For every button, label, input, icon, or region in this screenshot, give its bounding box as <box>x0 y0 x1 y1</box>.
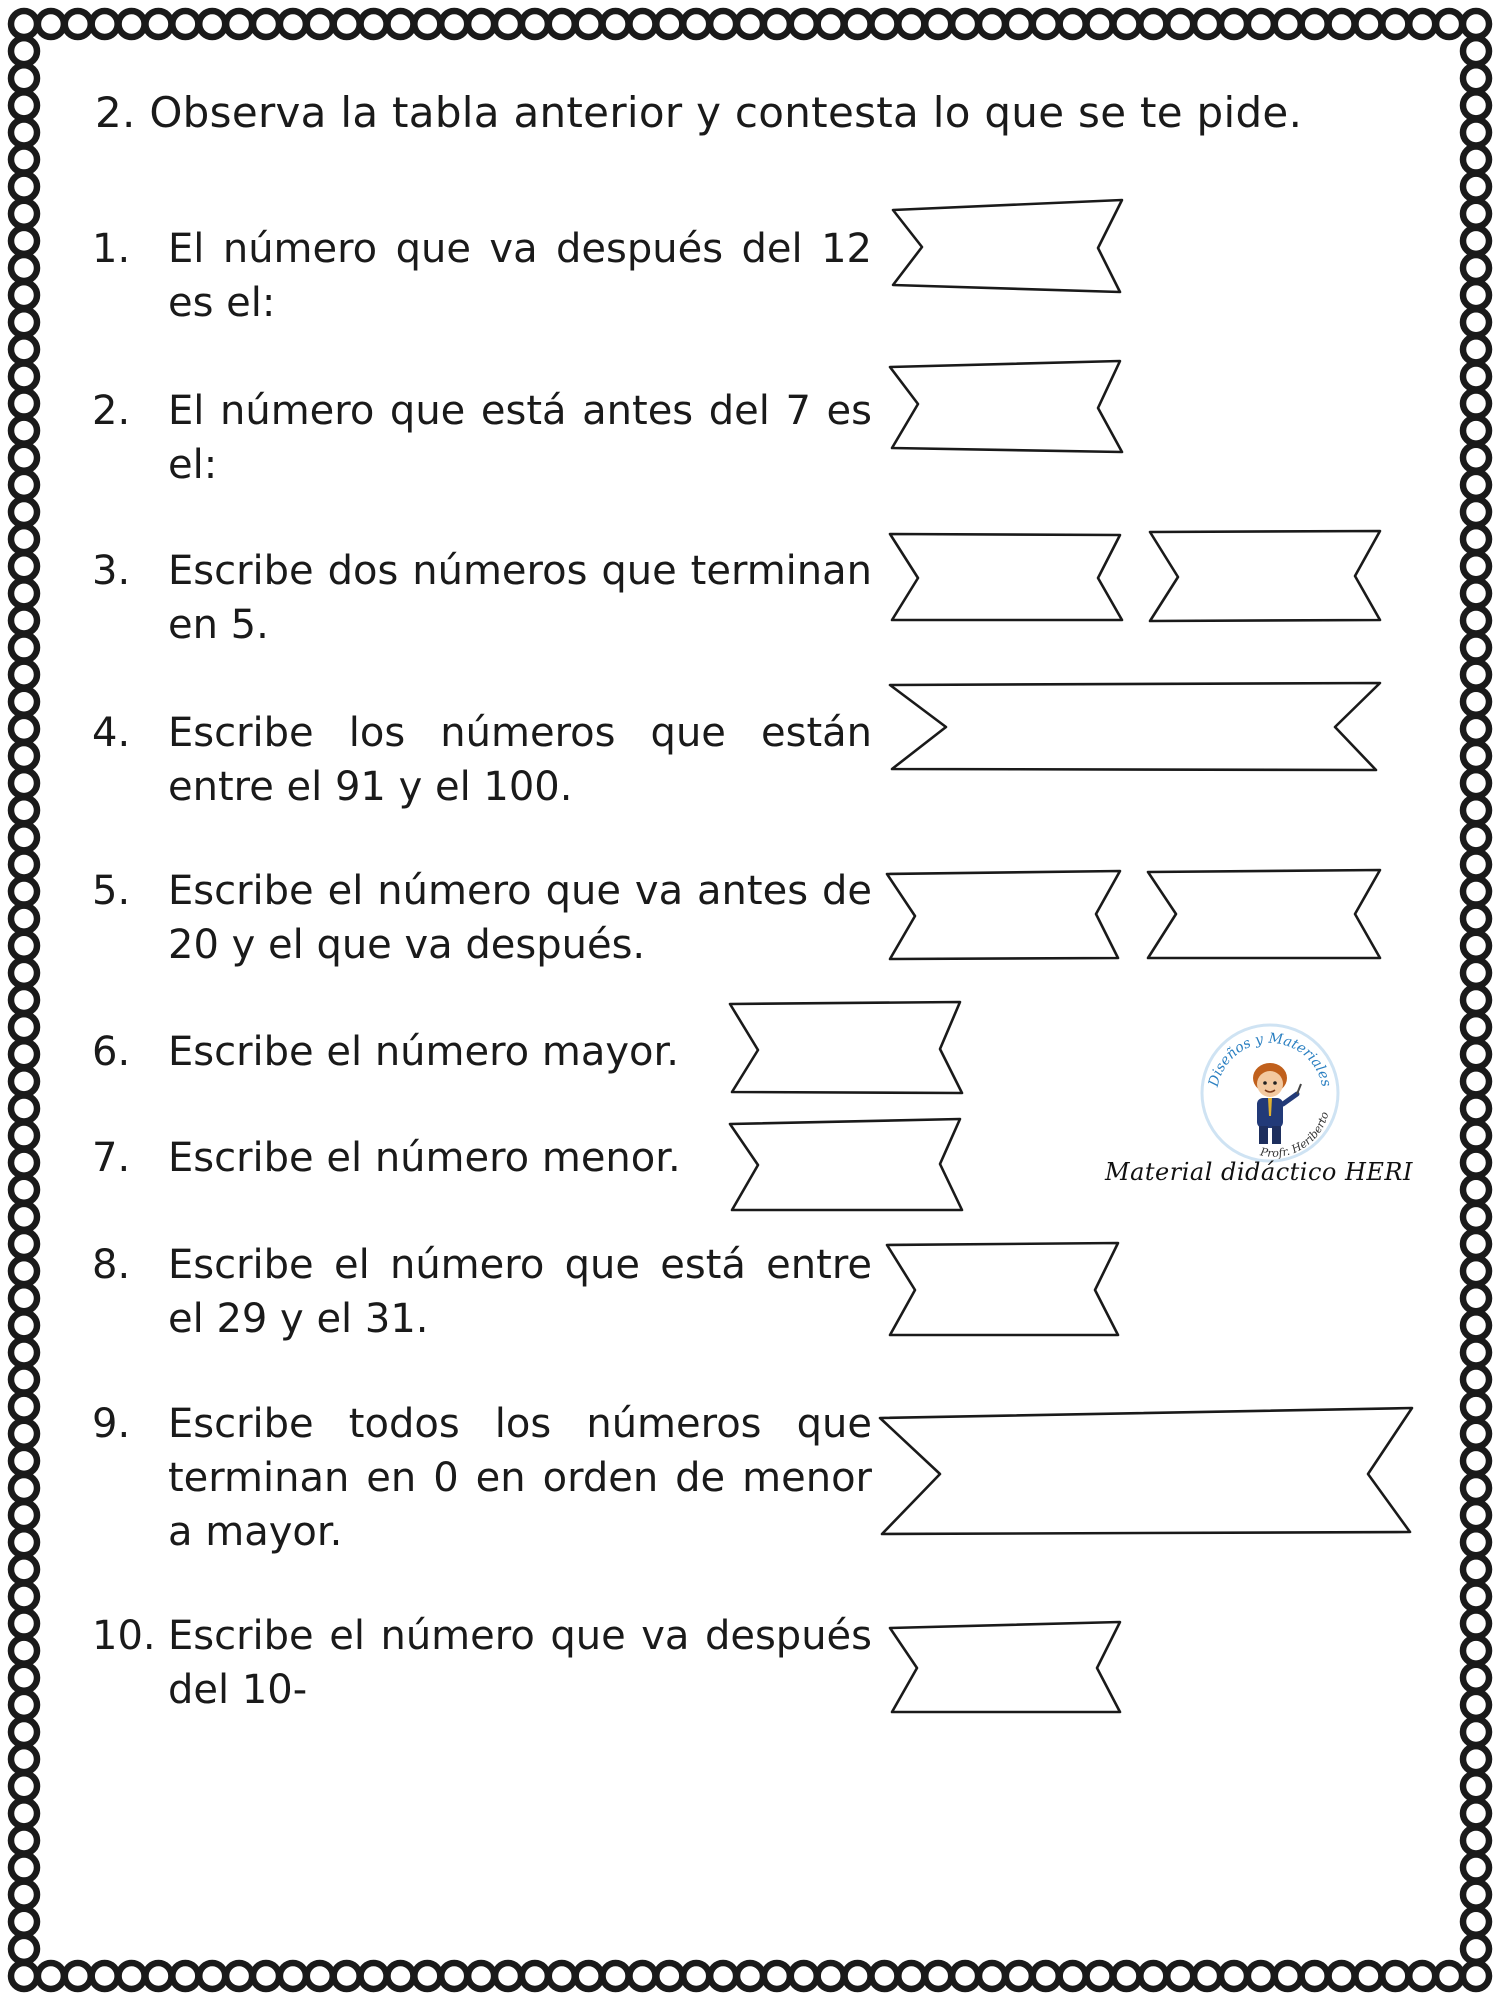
border-ring <box>1060 1963 1086 1989</box>
border-ring <box>11 38 37 64</box>
border-ring <box>1463 743 1489 769</box>
border-ring <box>1463 1719 1489 1745</box>
border-ring <box>1463 960 1489 986</box>
border-ring <box>710 1963 736 1989</box>
border-ring <box>1329 11 1355 37</box>
border-ring <box>468 1963 494 1989</box>
border-ring <box>11 1231 37 1257</box>
border-ring <box>11 1909 37 1935</box>
border-ring <box>11 65 37 91</box>
border-ring <box>1382 11 1408 37</box>
border-ring <box>952 11 978 37</box>
border-ring <box>845 1963 871 1989</box>
border-ring <box>1409 1963 1435 1989</box>
question-number: 2. <box>92 388 131 434</box>
border-ring <box>1463 11 1489 37</box>
border-ring <box>1463 1123 1489 1149</box>
border-ring <box>11 662 37 688</box>
border-ring <box>119 11 145 37</box>
border-ring <box>549 11 575 37</box>
border-ring <box>11 1746 37 1772</box>
border-ring <box>1463 1367 1489 1393</box>
border-ring <box>871 1963 897 1989</box>
border-ring <box>1463 282 1489 308</box>
border-ring <box>11 1475 37 1501</box>
border-ring <box>1463 65 1489 91</box>
border-ring <box>1463 174 1489 200</box>
border-ring <box>818 1963 844 1989</box>
border-ring <box>1087 1963 1113 1989</box>
border-ring <box>253 1963 279 1989</box>
question-number: 7. <box>92 1135 131 1181</box>
answer-box-q5-b[interactable] <box>1148 870 1380 958</box>
border-ring <box>1463 906 1489 932</box>
border-ring <box>495 11 521 37</box>
border-ring <box>145 11 171 37</box>
border-ring <box>11 1963 37 1989</box>
border-ring <box>710 11 736 37</box>
border-ring <box>925 11 951 37</box>
border-ring <box>925 1963 951 1989</box>
question-text: El número que va después del 12 es el: <box>168 226 872 326</box>
border-ring <box>1463 1529 1489 1555</box>
border-ring <box>1463 418 1489 444</box>
border-ring <box>11 607 37 633</box>
border-ring <box>11 1827 37 1853</box>
border-ring <box>11 174 37 200</box>
border-ring <box>522 11 548 37</box>
border-ring <box>1463 391 1489 417</box>
border-ring <box>65 11 91 37</box>
border-ring <box>11 282 37 308</box>
teacher-face <box>1257 1071 1283 1097</box>
border-ring <box>1463 1611 1489 1637</box>
border-ring <box>1436 11 1462 37</box>
border-ring <box>1329 1963 1355 1989</box>
border-ring <box>334 1963 360 1989</box>
border-ring <box>952 1963 978 1989</box>
border-ring <box>11 1502 37 1528</box>
border-ring <box>1355 11 1381 37</box>
border-ring <box>1463 1014 1489 1040</box>
question-number: 8. <box>92 1242 131 1288</box>
border-ring <box>1463 38 1489 64</box>
border-ring <box>1463 363 1489 389</box>
border-ring <box>1463 1394 1489 1420</box>
border-ring <box>11 119 37 145</box>
border-ring <box>11 1394 37 1420</box>
border-ring <box>387 1963 413 1989</box>
border-ring <box>11 1936 37 1962</box>
border-ring <box>1463 987 1489 1013</box>
border-ring <box>280 1963 306 1989</box>
border-ring <box>1463 879 1489 905</box>
border-ring <box>1463 1963 1489 1989</box>
answer-box-q3-b[interactable] <box>1150 531 1380 621</box>
border-ring <box>1060 11 1086 37</box>
answer-box-q10[interactable] <box>890 1622 1120 1712</box>
border-ring <box>92 11 118 37</box>
border-ring <box>11 418 37 444</box>
border-ring <box>11 580 37 606</box>
border-ring <box>441 1963 467 1989</box>
border-ring <box>11 363 37 389</box>
border-ring <box>737 11 763 37</box>
border-ring <box>1463 1827 1489 1853</box>
border-ring <box>172 11 198 37</box>
border-ring <box>603 11 629 37</box>
answer-box-q1[interactable] <box>893 200 1122 292</box>
border-ring <box>11 445 37 471</box>
border-ring <box>764 11 790 37</box>
border-ring <box>414 1963 440 1989</box>
border-ring <box>11 1583 37 1609</box>
border-ring <box>1275 11 1301 37</box>
border-ring <box>1167 1963 1193 1989</box>
border-ring <box>656 11 682 37</box>
border-ring <box>361 1963 387 1989</box>
answer-box-q9[interactable] <box>880 1408 1412 1534</box>
border-ring <box>845 11 871 37</box>
border-ring <box>764 1963 790 1989</box>
border-ring <box>11 1068 37 1094</box>
border-ring <box>11 1312 37 1338</box>
border-ring <box>1463 1177 1489 1203</box>
border-ring <box>11 1258 37 1284</box>
border-ring <box>1463 1800 1489 1826</box>
border-ring <box>280 11 306 37</box>
border-ring <box>1463 1746 1489 1772</box>
border-ring <box>1382 1963 1408 1989</box>
border-ring <box>1463 635 1489 661</box>
border-ring <box>1463 716 1489 742</box>
border-ring <box>1463 797 1489 823</box>
border-ring <box>11 336 37 362</box>
border-ring <box>1463 1882 1489 1908</box>
border-ring <box>1463 201 1489 227</box>
border-ring <box>11 1638 37 1664</box>
question-text: Escribe los números que están entre el 91 y el 100. <box>168 710 872 810</box>
border-ring <box>1221 1963 1247 1989</box>
border-ring <box>11 1773 37 1799</box>
border-ring <box>11 553 37 579</box>
border-ring <box>199 11 225 37</box>
border-ring <box>11 1421 37 1447</box>
border-ring <box>441 11 467 37</box>
border-ring <box>1463 1936 1489 1962</box>
border-ring <box>361 11 387 37</box>
border-ring <box>11 770 37 796</box>
question-number: 1. <box>92 226 131 272</box>
border-ring <box>1463 1773 1489 1799</box>
border-ring <box>11 92 37 118</box>
border-ring <box>1463 119 1489 145</box>
border-ring <box>1248 11 1274 37</box>
border-ring <box>1463 770 1489 796</box>
border-ring <box>1194 11 1220 37</box>
border-ring <box>11 1800 37 1826</box>
border-ring <box>1221 11 1247 37</box>
border-ring <box>1302 1963 1328 1989</box>
border-ring <box>629 1963 655 1989</box>
border-ring <box>172 1963 198 1989</box>
border-ring <box>11 1692 37 1718</box>
border-ring <box>1463 255 1489 281</box>
border-ring <box>11 635 37 661</box>
answer-box-q3-a[interactable] <box>890 534 1122 620</box>
border-ring <box>11 11 37 37</box>
border-ring <box>11 391 37 417</box>
question-text: Escribe el número menor. <box>168 1135 681 1181</box>
border-ring <box>1463 1665 1489 1691</box>
border-ring <box>629 11 655 37</box>
border-ring <box>38 11 64 37</box>
border-ring <box>737 1963 763 1989</box>
border-ring <box>11 1611 37 1637</box>
border-ring <box>1463 1095 1489 1121</box>
border-ring <box>1463 309 1489 335</box>
border-ring <box>1140 1963 1166 1989</box>
border-ring <box>1463 1583 1489 1609</box>
question-number: 9. <box>92 1401 131 1447</box>
border-ring <box>1463 445 1489 471</box>
border-ring <box>1140 11 1166 37</box>
border-ring <box>11 1285 37 1311</box>
border-ring <box>11 960 37 986</box>
question-1 <box>92 222 872 330</box>
border-ring <box>11 743 37 769</box>
border-ring <box>92 1963 118 1989</box>
border-ring <box>11 933 37 959</box>
logo-arc-text: Diseños y Materiales <box>1205 1030 1335 1089</box>
border-ring <box>1463 607 1489 633</box>
border-ring <box>1463 499 1489 525</box>
border-ring <box>1006 1963 1032 1989</box>
border-ring <box>979 1963 1005 1989</box>
border-ring <box>11 851 37 877</box>
border-ring <box>65 1963 91 1989</box>
publisher-logo <box>1195 1018 1345 1168</box>
border-ring <box>199 1963 225 1989</box>
border-ring <box>683 11 709 37</box>
border-ring <box>11 309 37 335</box>
question-text: Escribe el número que va antes de 20 y el que va después. <box>168 868 872 968</box>
border-ring <box>11 1882 37 1908</box>
question-8 <box>92 1238 872 1346</box>
border-ring <box>1436 1963 1462 1989</box>
border-ring <box>1463 1638 1489 1664</box>
border-ring <box>11 906 37 932</box>
border-ring <box>898 11 924 37</box>
question-2 <box>92 384 872 492</box>
border-ring <box>1463 526 1489 552</box>
border-ring <box>1463 689 1489 715</box>
border-ring <box>226 1963 252 1989</box>
question-3 <box>92 544 872 652</box>
border-ring <box>11 716 37 742</box>
border-ring <box>11 1150 37 1176</box>
border-ring <box>119 1963 145 1989</box>
border-ring <box>1463 1204 1489 1230</box>
border-ring <box>11 797 37 823</box>
border-ring <box>11 1665 37 1691</box>
border-ring <box>898 1963 924 1989</box>
border-ring <box>791 1963 817 1989</box>
question-text: Escribe el número que está entre el 29 y el 31. <box>168 1242 872 1342</box>
border-ring <box>1463 1502 1489 1528</box>
border-ring <box>576 11 602 37</box>
border-ring <box>11 228 37 254</box>
border-ring <box>253 11 279 37</box>
border-ring <box>1463 1855 1489 1881</box>
border-ring <box>1409 11 1435 37</box>
border-ring <box>1194 1963 1220 1989</box>
border-ring <box>1275 1963 1301 1989</box>
border-ring <box>1463 1692 1489 1718</box>
question-text: Escribe el número que va después del 10- <box>168 1613 872 1713</box>
logo-caption: Material didáctico HERI <box>1105 1158 1413 1186</box>
border-ring <box>11 1123 37 1149</box>
border-ring <box>11 201 37 227</box>
border-ring <box>1463 1312 1489 1338</box>
border-ring <box>11 1095 37 1121</box>
border-ring <box>1463 1231 1489 1257</box>
border-ring <box>1463 1475 1489 1501</box>
border-ring <box>11 255 37 281</box>
answer-box-q2[interactable] <box>890 361 1122 452</box>
question-number: 5. <box>92 868 131 914</box>
border-ring <box>11 879 37 905</box>
question-9 <box>92 1397 872 1559</box>
border-ring <box>1463 1909 1489 1935</box>
border-ring <box>414 11 440 37</box>
border-ring <box>522 1963 548 1989</box>
border-ring <box>979 11 1005 37</box>
border-ring <box>334 11 360 37</box>
border-ring <box>1463 933 1489 959</box>
border-ring <box>11 824 37 850</box>
border-ring <box>468 11 494 37</box>
question-number: 4. <box>92 710 131 756</box>
border-ring <box>11 689 37 715</box>
question-4 <box>92 706 872 814</box>
border-ring <box>1463 472 1489 498</box>
answer-box-q8[interactable] <box>887 1243 1118 1335</box>
border-ring <box>791 11 817 37</box>
border-ring <box>11 1014 37 1040</box>
border-ring <box>1113 11 1139 37</box>
border-ring <box>1463 1421 1489 1447</box>
page-heading: 2. Observa la tabla anterior y contesta lo que se te pide. <box>95 88 1303 137</box>
question-text: El número que está antes del 7 es el: <box>168 388 872 488</box>
border-ring <box>1087 11 1113 37</box>
border-ring <box>1463 580 1489 606</box>
answer-box-q5-a[interactable] <box>887 871 1120 959</box>
border-ring <box>11 1855 37 1881</box>
question-5 <box>92 864 872 972</box>
border-ring <box>11 499 37 525</box>
border-ring <box>387 11 413 37</box>
border-ring <box>1463 1041 1489 1067</box>
question-number: 6. <box>92 1029 131 1075</box>
border-ring <box>1113 1963 1139 1989</box>
border-ring <box>1463 147 1489 173</box>
border-ring <box>603 1963 629 1989</box>
border-ring <box>1463 92 1489 118</box>
border-ring <box>11 987 37 1013</box>
answer-box-q4[interactable] <box>890 683 1380 770</box>
answer-box-q6[interactable] <box>730 1002 962 1093</box>
border-ring <box>38 1963 64 1989</box>
border-ring <box>1463 553 1489 579</box>
border-ring <box>11 1041 37 1067</box>
border-ring <box>226 11 252 37</box>
border-ring <box>1463 824 1489 850</box>
border-ring <box>307 11 333 37</box>
border-ring <box>495 1963 521 1989</box>
border-ring <box>1463 1258 1489 1284</box>
border-ring <box>1006 11 1032 37</box>
border-ring <box>871 11 897 37</box>
border-ring <box>307 1963 333 1989</box>
border-ring <box>11 1448 37 1474</box>
question-text: Escribe el número mayor. <box>168 1029 679 1075</box>
border-ring <box>11 1719 37 1745</box>
border-ring <box>576 1963 602 1989</box>
border-ring <box>683 1963 709 1989</box>
border-ring <box>11 1529 37 1555</box>
border-ring <box>656 1963 682 1989</box>
border-ring <box>818 11 844 37</box>
border-ring <box>11 526 37 552</box>
border-ring <box>145 1963 171 1989</box>
logo-signature: Profr. Heriberto <box>1259 1110 1332 1160</box>
border-ring <box>1248 1963 1274 1989</box>
border-ring <box>11 472 37 498</box>
border-ring <box>1463 1339 1489 1365</box>
border-ring <box>1463 1150 1489 1176</box>
border-ring <box>1463 662 1489 688</box>
border-ring <box>1167 11 1193 37</box>
border-ring <box>11 1339 37 1365</box>
border-ring <box>1355 1963 1381 1989</box>
border-ring <box>1463 336 1489 362</box>
question-10 <box>92 1609 872 1717</box>
border-ring <box>1033 1963 1059 1989</box>
question-number: 10. <box>92 1613 156 1659</box>
border-ring <box>1463 228 1489 254</box>
border-ring <box>1033 11 1059 37</box>
answer-box-q7[interactable] <box>730 1119 962 1210</box>
border-ring <box>549 1963 575 1989</box>
question-text: Escribe dos números que terminan en 5. <box>168 548 872 648</box>
border-ring <box>1302 11 1328 37</box>
border-ring <box>1463 851 1489 877</box>
border-ring <box>11 1204 37 1230</box>
question-text: Escribe todos los números que terminan en 0 en orden de menor a mayor. <box>168 1401 872 1555</box>
border-ring <box>11 147 37 173</box>
border-ring <box>1463 1068 1489 1094</box>
border-ring <box>1463 1556 1489 1582</box>
question-number: 3. <box>92 548 131 594</box>
border-ring <box>1463 1285 1489 1311</box>
border-ring <box>11 1556 37 1582</box>
border-ring <box>1463 1448 1489 1474</box>
border-ring <box>11 1367 37 1393</box>
border-ring <box>11 1177 37 1203</box>
